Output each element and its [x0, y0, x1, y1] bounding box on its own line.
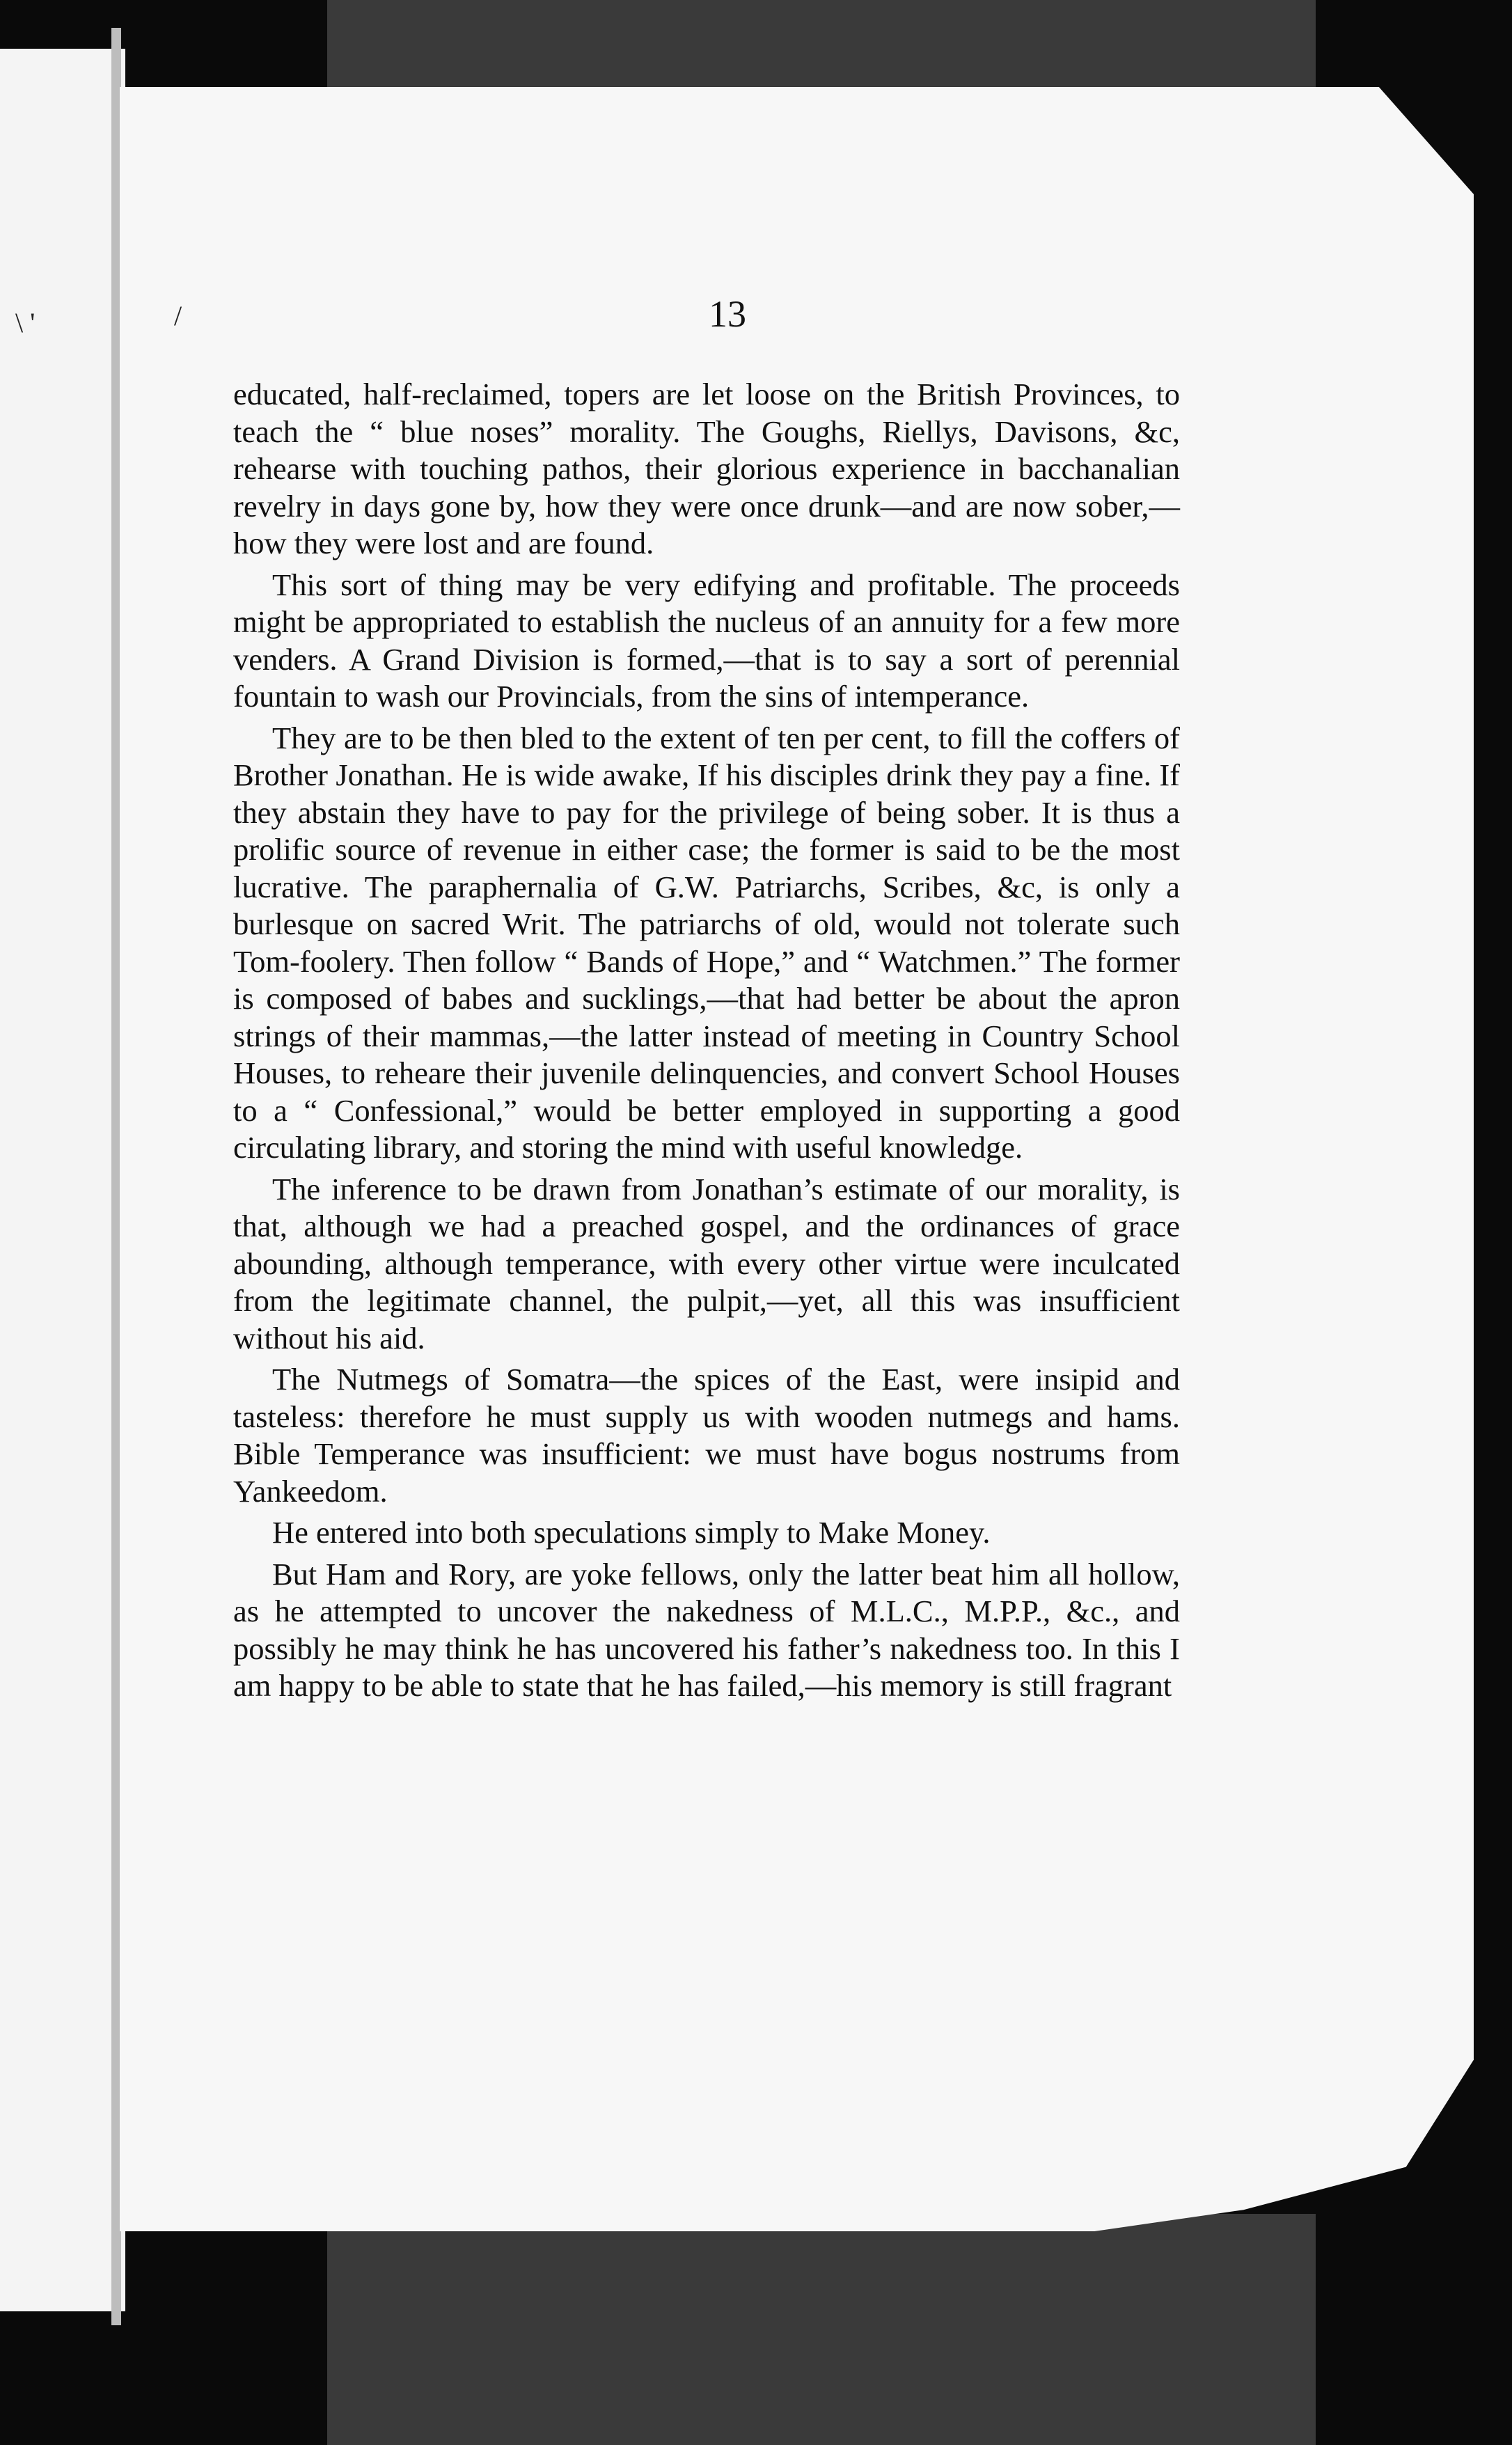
margin-mark: /: [174, 300, 182, 331]
paragraph: The inference to be drawn from Jonathan’s estimate of our morality, is that, although we had a preached gospel, and the ordinances of grace abounding, although temperance, with every other virtue were inculcated from the legitimate channel, the pulpit,—yet, all this was insufficient without his aid.: [233, 1171, 1180, 1355]
body-text: [233, 376, 1180, 1705]
margin-mark: \ ': [15, 307, 36, 338]
paragraph: But Ham and Rory, are yoke fellows, only the latter beat him all hollow, as he attempted to uncover the nakedness of M.L.C., M.P.P., &c., and possibly he may think he has uncovered his father’s nakedness too. In this I am happy to be able to state that he has failed,—his memory is still fragrant: [233, 1556, 1180, 1703]
scan-background-bottom: [327, 2214, 1316, 2445]
paragraph: He entered into both speculations simply to Make Money.: [272, 1515, 991, 1550]
book-gutter: [111, 28, 121, 2325]
paragraph: They are to be then bled to the extent of ten per cent, to fill the coffers of Brother Jonathan. He is wide awake, If his disciples drink they pay a fine. If they abstain they have to pay for the privilege of being sober. It is thus a prolific source of revenue in either case; the former is said to be the most lucrative. The paraphernalia of G.W. Patriarchs, Scribes, &c, is only a burlesque on sacred Writ. The patriarchs of old, would not tolerate such Tom-foolery. Then follow “ Bands of Hope,” and “ Watchmen.” The former is composed of babes and sucklings,—that had better be about the apron strings of their mammas,—the latter instead of meeting in Country School Houses, to reheare their juvenile delinquencies, and convert School Houses to a “ Confessional,” would be better employed in supporting a good circulating library, and storing the mind with useful knowledge.: [233, 720, 1180, 1165]
paragraph: educated, half-reclaimed, topers are let loose on the British Provinces, to teach the “ blue noses” morality. The Goughs, Riellys, Davisons, &c, rehearse with touching pathos, their glorious experience in bacchanalian revelry in days gone by, how they were once drunk—and are now sober,—how they were lost and are found.: [233, 377, 1180, 560]
page-number: 13: [709, 293, 746, 335]
paragraph: The Nutmegs of Somatra—the spices of the East, were insipid and tasteless: therefore he must supply us with wooden nutmegs and hams. Bible Temperance was insufficient: we must have bogus nostrums from Yankeedom.: [233, 1362, 1180, 1509]
paragraph: This sort of thing may be very edifying and profitable. The proceeds might be appropriated to establish the nucleus of an annuity for a few more venders. A Grand Division is formed,—that is to say a sort of perennial fountain to wash our Provincials, from the sins of intemperance.: [233, 567, 1180, 714]
facing-page-edge: [0, 49, 125, 2311]
